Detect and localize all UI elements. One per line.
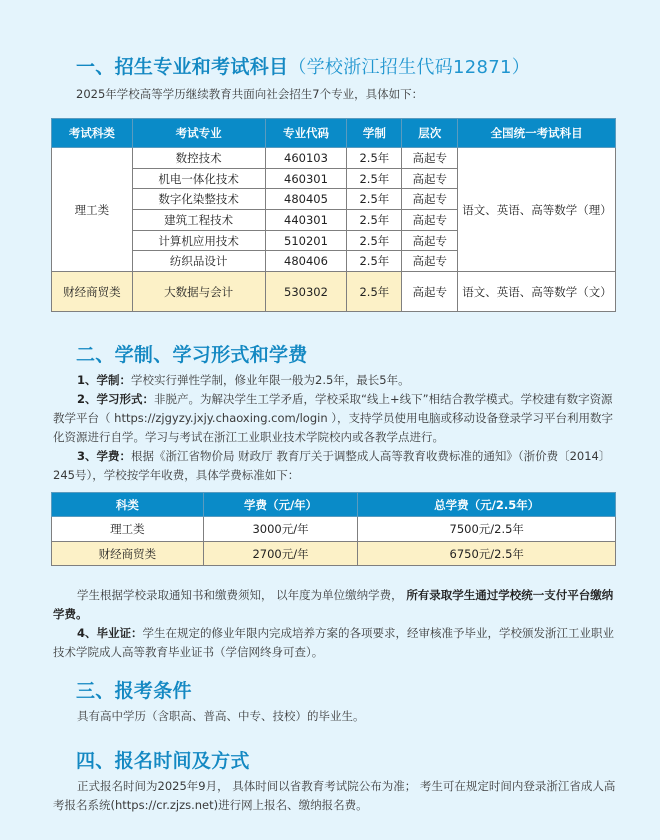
category-cell: 理工类 [52,517,204,542]
section-1-heading [76,52,530,79]
code-cell: 460103 [265,148,347,169]
item-tuition [53,447,616,485]
table-row [52,148,616,169]
level-cell: 高起专 [402,189,458,210]
fee-table [51,492,616,566]
section-3-heading: 三、报考条件 [76,680,192,702]
majors-table-header [52,119,616,148]
annual-fee-cell: 3000元/年 [203,517,358,542]
header-annual-fee: 学费（元/年） [203,493,358,517]
header-duration: 学制 [347,119,402,148]
section-1-title: 一、招生专业和考试科目 [76,56,289,78]
item-study-form-text: 非脱产。为解决学生工学矛盾，学校采取“线上+线下”相结合教学模式。学校建有数字资源教学平台（ https://zjgyzy.jxjy.chaoxing.com/login ），支持学员使用电脑或移动设备登录学习平台利用数字化资源进行自学。学习与考试在浙江工业职业技术学院校内或各教学点进行。 [53,392,614,444]
duration-cell: 2.5年 [347,210,402,231]
item-duration [53,371,616,390]
item-study-form-label: 2、学习形式： [77,392,155,406]
header-level: 层次 [402,119,458,148]
item-diploma-text: 学生在规定的修业年限内完成培养方案的各项要求，经审核准予毕业，学校颁发浙江工业职业技术学院成人高等教育毕业证书（学信网终身可查）。 [53,626,615,659]
header-code: 专业代码 [265,119,347,148]
table-row [52,517,616,542]
payment-text: 学生根据学校录取通知书和缴费须知， 以年度为单位缴纳学费， [77,588,403,602]
fee-table-header [52,493,616,517]
subjects-cell: 语文、英语、高等数学（文） [458,272,616,312]
major-cell: 大数据与会计 [132,272,265,312]
level-cell: 高起专 [402,210,458,231]
duration-cell: 2.5年 [347,168,402,189]
code-cell: 480405 [265,189,347,210]
major-cell: 数控技术 [132,148,265,169]
code-cell: 440301 [265,210,347,231]
item-duration-label: 1、学制： [77,373,132,387]
majors-table [51,118,616,312]
payment-note [53,586,616,624]
category-cell: 财经商贸类 [52,542,204,566]
item-diploma-label: 4、毕业证： [77,626,143,640]
total-fee-cell: 6750元/2.5年 [358,542,616,566]
section-4-heading: 四、报名时间及方式 [76,750,250,772]
code-cell: 530302 [265,272,347,312]
code-cell: 510201 [265,230,347,251]
level-cell: 高起专 [402,148,458,169]
level-cell: 高起专 [402,230,458,251]
section-2-heading: 二、学制、学习形式和学费 [76,344,308,366]
subjects-cell: 语文、英语、高等数学（理） [458,148,616,272]
code-cell: 460301 [265,168,347,189]
level-cell: 高起专 [402,272,458,312]
section-4-text: 正式报名时间为2025年9月， 具体时间以省教育考试院公布为准； 考生可在规定时间内登录浙江省成人高考报名系统(https://cr.zjzs.net)进行网上报名、缴纳报名费。 [53,779,616,812]
level-cell: 高起专 [402,168,458,189]
item-tuition-text: 根据《浙江省物价局 财政厅 教育厅关于调整成人高等教育收费标准的通知》（浙价费〔2014〕245号），学校按学年收费，具体学费标准如下： [53,449,611,482]
section-1-subtitle: （学校浙江招生代码12871） [288,57,531,78]
item-study-form [53,390,616,447]
header-major: 考试专业 [132,119,265,148]
payment-bold-text: 所有录取学生通过学校统一支付平台缴纳学费。 [53,588,614,621]
category-cell: 财经商贸类 [52,272,133,312]
duration-cell: 2.5年 [347,230,402,251]
header-subjects: 全国统一考试科目 [458,119,616,148]
item-tuition-label: 3、学费： [77,449,132,463]
annual-fee-cell: 2700元/年 [203,542,358,566]
section-1-intro: 2025年学校高等学历继续教育共面向社会招生7个专业，具体如下： [76,87,424,101]
major-cell: 计算机应用技术 [132,230,265,251]
header-category: 考试科类 [52,119,133,148]
major-cell: 数字化染整技术 [132,189,265,210]
total-fee-cell: 7500元/2.5年 [358,517,616,542]
code-cell: 480406 [265,251,347,272]
major-cell: 纺织品设计 [132,251,265,272]
header-total-fee: 总学费（元/2.5年） [358,493,616,517]
table-row [52,542,616,566]
item-diploma [53,624,616,662]
item-duration-text: 学校实行弹性学制，修业年限一般为2.5年，最长5年。 [131,373,410,387]
duration-cell: 2.5年 [347,148,402,169]
section-3-text: 具有高中学历（含职高、普高、中专、技校）的毕业生。 [77,709,365,723]
major-cell: 机电一体化技术 [132,168,265,189]
duration-cell: 2.5年 [347,189,402,210]
duration-cell: 2.5年 [347,251,402,272]
duration-cell: 2.5年 [347,272,402,312]
category-cell: 理工类 [52,148,133,272]
header-category: 科类 [52,493,204,517]
major-cell: 建筑工程技术 [132,210,265,231]
table-row [52,272,616,312]
level-cell: 高起专 [402,251,458,272]
